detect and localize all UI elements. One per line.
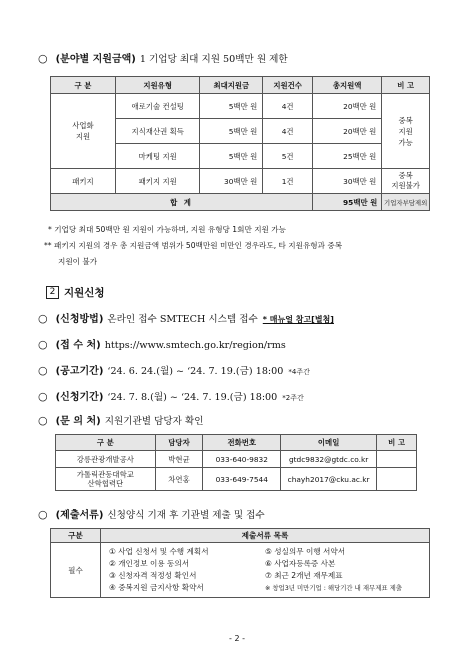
table-row	[51, 94, 430, 119]
submit-line	[38, 506, 265, 521]
inquiry-line	[38, 412, 203, 427]
note	[377, 451, 417, 468]
total-label: 합 계	[51, 194, 313, 211]
total-amount: 20백만 원	[313, 94, 382, 119]
max-amount: 5백만 원	[200, 144, 263, 169]
docs-left-column	[109, 546, 265, 594]
header-total-amount: 총지원액	[313, 77, 382, 94]
method-extra: * 매뉴얼 참고[별첨]	[262, 315, 334, 324]
support-type: 지식재산권 획득	[115, 119, 199, 144]
note-3: 지원이 불가	[58, 257, 98, 266]
inquiry-text: 지원기관별 담당자 확인	[104, 416, 204, 427]
method-line	[38, 310, 334, 325]
note-2: ** 패키지 지원의 경우 총 지원금액 범위가 50백만원 미만인 경우라도, 타 지원유형과 중복	[44, 241, 343, 250]
total-note: 기업자부담제외	[382, 194, 430, 211]
max-amount: 5백만 원	[200, 94, 263, 119]
table-row	[51, 169, 430, 194]
count: 4건	[263, 94, 313, 119]
url-line	[38, 336, 286, 351]
bullet-circle: ○	[38, 414, 48, 427]
announce-text: ‘24. 6. 24.(월) ~ ‘24. 7. 19.(금) 18:00	[107, 366, 284, 377]
section-title	[46, 285, 105, 300]
support-amount-table	[50, 76, 430, 211]
url-link[interactable]: https://www.smtech.go.kr/region/rms	[104, 340, 286, 351]
note-package: 중복 지원불가	[382, 169, 430, 194]
table-row	[51, 543, 430, 598]
email[interactable]: chayh2017@cku.ac.kr	[281, 468, 377, 491]
field-limit-line	[38, 50, 288, 65]
doc-item: ⑤ 성실의무 이행 서약서	[265, 547, 346, 556]
support-type: 패키지 지원	[115, 169, 199, 194]
count: 4건	[263, 119, 313, 144]
total-value: 95백만 원	[313, 194, 382, 211]
header-category: 구 분	[56, 435, 156, 451]
bullet-circle: ○	[38, 390, 48, 403]
submit-text: 신청양식 기재 후 기관별 제출 및 접수	[107, 510, 265, 521]
url-label: (접 수 처)	[55, 340, 101, 351]
email[interactable]: gtdc9832@gtdc.co.kr	[281, 451, 377, 468]
total-amount: 30백만 원	[313, 169, 382, 194]
total-row	[51, 194, 430, 211]
header-documents: 제출서류 목록	[101, 529, 430, 543]
doc-note: ※ 창업3년 미만기업 : 해당기간 내 재무제표 제출	[265, 584, 402, 592]
header-email: 이메일	[281, 435, 377, 451]
total-amount: 25백만 원	[313, 144, 382, 169]
phone: 033-649-7544	[203, 468, 281, 491]
note-1: * 기업당 최대 50백만 원 지원이 가능하며, 지원 유형당 1회만 지원 가능	[48, 225, 286, 234]
announce-suffix: *4주간	[288, 368, 310, 376]
total-amount: 20백만 원	[313, 119, 382, 144]
announce-label: (공고기간)	[55, 366, 104, 377]
apply-text: ‘24. 7. 8.(월) ~ ‘24. 7. 19.(금) 18:00	[107, 392, 278, 403]
group-package: 패키지	[51, 169, 116, 194]
doc-item: ② 개인정보 이용 동의서	[109, 559, 190, 568]
max-amount: 5백만 원	[200, 119, 263, 144]
support-type: 마케팅 지원	[115, 144, 199, 169]
phone: 033-640-9832	[203, 451, 281, 468]
bullet-circle: ○	[38, 364, 48, 377]
doc-item: ③ 신청자격 적정성 확인서	[109, 571, 197, 580]
documents-table	[50, 528, 430, 598]
header-note: 비 고	[377, 435, 417, 451]
submit-label: (제출서류)	[55, 510, 104, 521]
section-number: 2	[46, 286, 59, 299]
header-category: 구분	[51, 529, 101, 543]
max-amount: 30백만 원	[200, 169, 263, 194]
apply-label: (신청기간)	[55, 392, 104, 403]
org: 강릉관광개발공사	[56, 451, 156, 468]
table-row	[56, 451, 417, 468]
bullet-circle: ○	[38, 508, 48, 521]
header-category: 구 분	[51, 77, 116, 94]
field-limit-label: (분야별 지원금액)	[55, 54, 136, 65]
person: 박현균	[155, 451, 203, 468]
method-label: (신청방법)	[55, 314, 104, 325]
header-support-type: 지원유형	[115, 77, 199, 94]
header-max-amount: 최대지원금	[200, 77, 263, 94]
docs-list	[101, 543, 430, 598]
header-person: 담당자	[155, 435, 203, 451]
field-limit-text: 1 기업당 최대 지원 50백만 원 제한	[139, 54, 288, 65]
header-phone: 전화번호	[203, 435, 281, 451]
doc-item: ④ 중복지원 금지사항 확약서	[109, 583, 204, 592]
doc-item: ① 사업 신청서 및 수행 계획서	[109, 547, 209, 556]
contact-table	[55, 434, 417, 491]
docs-category: 필수	[51, 543, 101, 598]
header-count: 지원건수	[263, 77, 313, 94]
page-number: - 2 -	[229, 634, 245, 643]
method-text: 온라인 접수 SMTECH 시스템 접수	[107, 314, 258, 325]
apply-suffix: *2주간	[282, 394, 304, 402]
doc-item: ⑥ 사업자등록증 사본	[265, 559, 336, 568]
org: 가톨릭관동대학교 산학협력단	[56, 468, 156, 491]
bullet-circle: ○	[38, 338, 48, 351]
note	[377, 468, 417, 491]
header-note: 비 고	[382, 77, 430, 94]
section-heading: 지원신청	[64, 287, 105, 299]
docs-right-column	[265, 546, 421, 594]
table-row	[56, 468, 417, 491]
announce-line	[38, 362, 310, 377]
count: 1건	[263, 169, 313, 194]
doc-item: ⑦ 최근 2개년 재무제표	[265, 571, 343, 580]
inquiry-label: (문 의 처)	[55, 416, 101, 427]
support-type: 애로기술 컨설팅	[115, 94, 199, 119]
bullet-circle: ○	[38, 52, 48, 65]
count: 5건	[263, 144, 313, 169]
bullet-circle: ○	[38, 312, 48, 325]
group-business: 사업화 지원	[51, 94, 116, 169]
person: 차연홍	[155, 468, 203, 491]
note-business: 중복 지원 가능	[382, 94, 430, 169]
apply-line	[38, 388, 304, 403]
